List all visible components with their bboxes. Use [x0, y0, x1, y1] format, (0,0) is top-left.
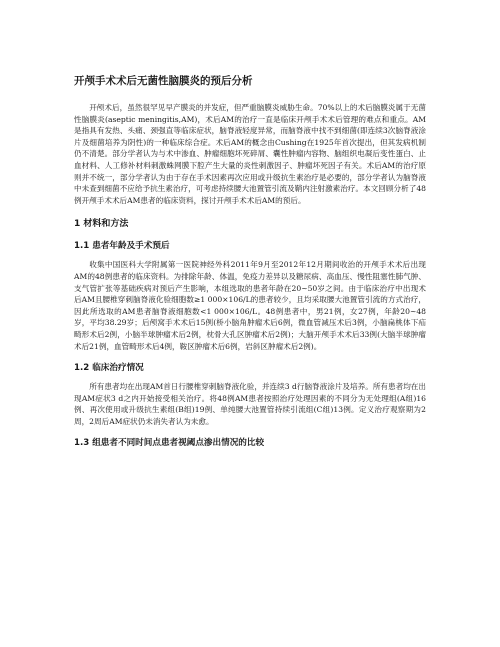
subsection-heading-1-1: 1.1 患者年龄及手术预后: [74, 241, 170, 252]
subsection-paragraph-1-2: 所有患者均在出现AM首日行腰椎穿刺脑脊液化验，并连续3 d行脑脊液涂片及培养。所有患者均在出现AM症状3 d之内开始接受相关治疗。将48例AM患者按照治疗处理因素的不同分为无处理组(A组)16例、再次使用或升级抗生素组(B组)19例、单纯腰大池置管持续引流组(C组)13例。定义治疗观察期为2周，2周后AM症状仍未消失者认为未愈。: [74, 382, 426, 426]
subsection-paragraph-1-1: 收集中国医科大学附属第一医院神经外科2011年9月至2012年12月期间收治的开颅手术术后出现AM的48例患者的临床资料。为排除年龄、体温，免疫力差异以及糖尿病、高血压、慢性阻塞性肺气肿、支气管扩张等基础疾病对预后产生影响，本组选取的患者年龄在20~50岁之间。由于临床治疗中出现术后AM且腰椎穿刺脑脊液化验细胞数≥1 000×106/L的患者较少，且均采取腰大池置管引流的方式治疗，因此所选取的AM患者脑脊液细胞数<1 000×106/L。48例患者中，男21例，女27例，年龄20~48岁，平均38.29岁；后颅窝手术术后15例(桥小脑角肿瘤术后6例，微血管减压术后3例，小脑扁桃体下疝畸形术后2例，小脑半球肿瘤术后2例，枕骨大孔区肿瘤术后2例)；大脑开颅手术术后33例(大脑半球肿瘤术后21例，血管畸形术后4例，鞍区肿瘤术后6例，岩斜区肿瘤术后2例)。: [74, 260, 426, 351]
article-page: [74, 74, 426, 456]
subsection-heading-1-2: 1.2 临床治疗情况: [74, 363, 144, 374]
article-title: 开颅手术术后无菌性脑膜炎的预后分析: [74, 75, 253, 87]
subsection-heading-1-3: 1.3 组患者不同时间点患者视阈点渗出情况的比较: [74, 438, 265, 449]
intro-paragraph: 开颅术后，虽然很罕见早产膜炎的并发症，但严重脑膜炎威胁生命。70%以上的术后脑膜炎属于无菌性脑膜炎(aseptic meningitis,AM)，术后AM的治疗一直是临床开颅手术术后管理的难点和重点。AM是指具有发热、头痛、颈强直等临床症状，脑脊液轻度异常，而脑脊液中找不到细菌(即连续3次脑脊液涂片及细菌培养为阴性)的一种临床综合症。术后AM的概念由Cushing在1925年首次提出，但其发病机制仍不清楚。部分学者认为与术中渗血、肿瘤细胞坏死碎屑、囊性肿瘤内容物、脑组织电凝后变性蛋白、止血材料、人工修补材料刺激蛛网膜下腔产生大量的炎性刺激因子、肿瘤坏死因子有关。术后AM的治疗原则并不统一，部分学者认为由于存在手术因素再次应用或升级抗生素治疗是必要的，部分学者认为脑脊液中未查到细菌不应给予抗生素治疗，可考虑持续腰大池置管引流及鞘内注射激素治疗。本文回顾分析了48例开颅手术术后AM患者的临床资料，探讨开颅手术术后AM的预后。: [74, 103, 426, 205]
section-heading-materials-methods: 1 材料和方法: [74, 219, 129, 230]
